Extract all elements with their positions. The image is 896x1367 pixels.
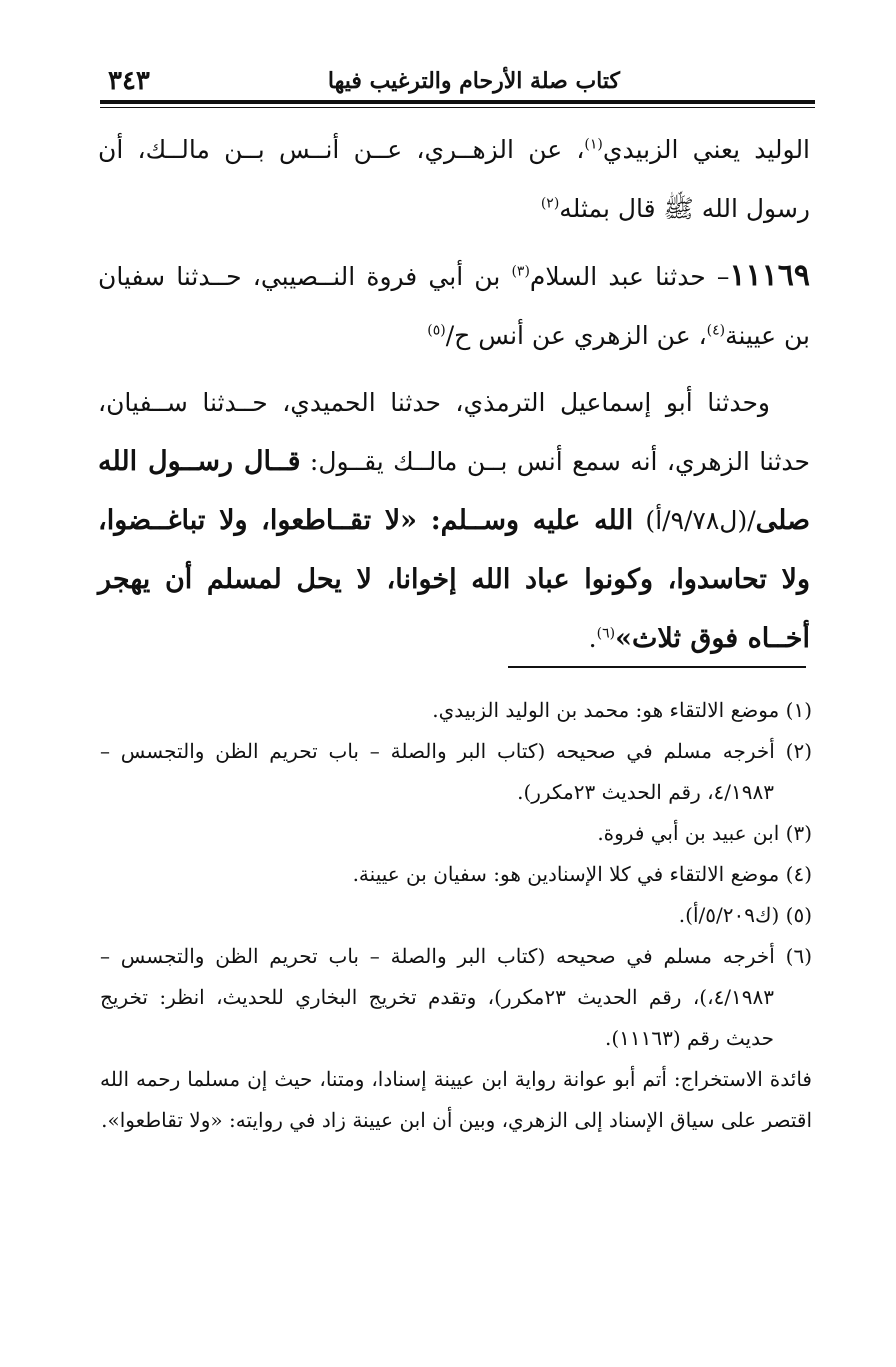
footnote-ref: (١) <box>584 136 603 153</box>
footnote-ref: (٤) <box>706 322 726 339</box>
extraction-benefit-note: فائدة الاستخراج: أتم أبو عوانة رواية ابن عيينة إسنادا، ومتنا، حيث إن مسلما رحمه الله اقتصر على سياق الإسناد إلى الزهري، وبين أن ابن عيينة زاد في روايته: «ولا تقاطعوا». <box>100 1067 812 1132</box>
footnote-3: (٣) ابن عبيد بن أبي فروة. <box>597 821 812 845</box>
paragraph-continuation: الوليد يعني الزبيدي$^{(١)}$، عن الزهــري، عــن أنــس بــن مالــك، أن رسول الله ﷺ قال بمثله$^{(٢)}$ <box>98 135 811 223</box>
footnote-ref: (٥) <box>427 322 446 339</box>
footnote-4: (٤) موضع الالتقاء في كلا الإسنادين هو: سفيان بن عيينة. <box>352 862 812 886</box>
main-text <box>98 120 810 676</box>
footnote-separator <box>508 666 806 668</box>
footnotes <box>100 690 812 1141</box>
page-number: ٣٤٣ <box>108 66 150 96</box>
hadith-paragraph: ١١١٦٩– حدثنا عبد السلام$^{(٣)}$ بن أبي فروة النــصيبي، حــدثنا سفيان بن عيينة$^{(٤)}$، عن الزهري عن أنس ح/$^{(٥)}$ <box>98 258 810 350</box>
second-chain-paragraph: وحدثنا أبو إسماعيل الترمذي، حدثنا الحميدي، حــدثنا ســفيان، حدثنا الزهري، أنه سمع أنس بــن مالــك يقــول: قــال رســول الله صلى/(ل٩/٧٨/أ) الله عليه وســلم: «لا تقــاطعوا، ولا تباغــضوا، ولا تحاسدوا، وكونوا عباد الله إخوانا، لا يحل لمسلم أن يهجر أخــاه فوق ثلاث»$^{(٦)}$. <box>98 388 810 654</box>
footnote-6: (٦) أخرجه مسلم في صحيحه (كتاب البر والصلة – باب تحريم الظن والتجسس – ٤/١٩٨٣،)، رقم الحديث ٢٣مكرر)، وتقدم تخريج البخاري للحديث، انظر: تخريج حديث رقم (١١١٦٣). <box>100 944 812 1050</box>
footnote-ref: (٣) <box>511 263 530 280</box>
hadith-text: الله عليه وســلم: «لا تقــاطعوا، ولا تباغــضوا، ولا تحاسدوا، وكونوا عباد الله إخوانا، لا يحل لمسلم أن يهجر أخــاه فوق ثلاث» <box>98 505 810 654</box>
page-header <box>100 66 815 100</box>
footnote-5: (٥) (ك٥/٢٠٩/أ). <box>678 903 812 927</box>
header-rule-thick <box>100 100 815 104</box>
hadith-number: ١١١٦٩ <box>729 258 810 293</box>
running-title: كتاب صلة الأرحام والترغيب فيها <box>327 68 620 94</box>
footnote-ref: (٢) <box>540 195 560 212</box>
hadith-text: قــال رســول الله صلى <box>98 446 810 536</box>
footnote-ref: (٦) <box>596 625 616 642</box>
header-rule-thin <box>100 107 815 108</box>
manuscript-folio: /(ل٩/٧٨/أ) <box>633 506 756 535</box>
footnote-2: (٢) أخرجه مسلم في صحيحه (كتاب البر والصلة – باب تحريم الظن والتجسس – ٤/١٩٨٣، رقم الحديث ٢٣مكرر). <box>100 739 812 804</box>
footnote-1: (١) موضع الالتقاء هو: محمد بن الوليد الزبيدي. <box>432 698 812 722</box>
